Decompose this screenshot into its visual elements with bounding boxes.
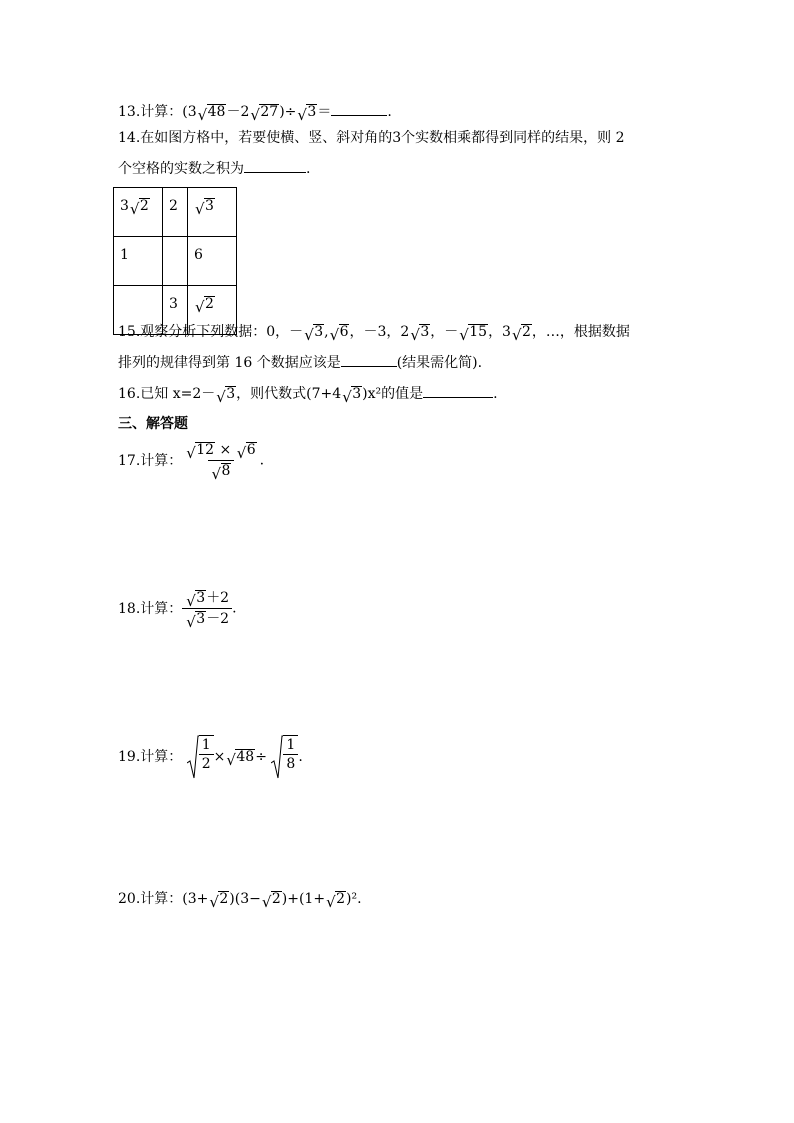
sqrt-one-half: $\frac{1}{2}$: [187, 735, 214, 779]
sqrt-3: √ 3: [342, 386, 362, 406]
q13-end: .: [387, 104, 392, 120]
q17-number: 17.: [118, 452, 141, 469]
question-19: 19.计算： $\frac{1}{2}$ × √ 48÷ $\frac{1}{8}$ .: [118, 735, 303, 779]
q16-end: .: [493, 386, 498, 402]
question-18: 18.计算： √ 3＋2 √ 3－2 .: [118, 590, 237, 631]
q16-text-a: 已知 x=2－: [140, 386, 216, 402]
grid-value: 1: [120, 247, 129, 263]
grid-coef: 3: [120, 198, 129, 214]
grid-cell: [114, 188, 163, 237]
q17-fraction: √ 12 × √ 6 √ 8: [186, 442, 256, 483]
question-16: [118, 383, 498, 404]
q14-text-1: 在如图方格中，若要使横、竖、斜对角的3个实数相乘都得到同样的结果，则 2: [140, 130, 625, 146]
sqrt-3: √ 3: [297, 104, 317, 124]
sqrt-48: √ 48: [197, 104, 226, 124]
q14-end: .: [306, 161, 311, 177]
grid-sqrt: √ 2: [129, 198, 149, 218]
q16-text-b: ，则代数式(7+4: [236, 386, 342, 402]
q19-label: 计算：: [140, 749, 183, 765]
q14-text-2: 个空格的实数之积为: [118, 161, 244, 177]
grid-cell: [163, 188, 188, 237]
question-15-line1: 15.观察分析下列数据：0，－ √ 3, √ 6，－3，2 √ 3，－ √ 15，3 √ 2，…，根据数据: [118, 324, 630, 344]
q18-label: 计算：: [140, 600, 183, 617]
q13-number: 13.: [118, 104, 141, 120]
question-14-line1: [118, 128, 625, 148]
q18-number: 18.: [118, 600, 141, 617]
sqrt-3: √ 3: [410, 324, 430, 344]
q15-text-3: (结果需化简).: [396, 355, 483, 371]
q16-number: 16.: [118, 386, 141, 402]
grid-cell: [114, 237, 163, 286]
q16-answer-blank[interactable]: [423, 383, 493, 398]
sqrt-27: √ 27: [250, 104, 279, 124]
q14-number: 14.: [118, 130, 141, 146]
grid-sqrt: √ 3: [195, 198, 214, 218]
question-14-line2: [118, 158, 310, 179]
grid-value: 3: [169, 296, 178, 312]
sqrt-one-eighth: $\frac{1}{8}$: [271, 735, 298, 779]
sqrt-2: √ 2: [511, 324, 531, 344]
q18-fraction: √ 3＋2 √ 3－2: [182, 588, 232, 629]
grid-value: 6: [194, 247, 203, 263]
q19-number: 19.: [118, 749, 141, 765]
q14-answer-blank[interactable]: [244, 158, 306, 173]
q20-label: 计算：: [140, 891, 183, 907]
grid-sqrt: √ 2: [195, 296, 214, 316]
grid-cell-empty[interactable]: [163, 237, 188, 286]
grid-cell: [188, 237, 237, 286]
q15-text-2: 排列的规律得到第 16 个数据应该是: [118, 355, 341, 371]
grid-cell: [188, 188, 237, 237]
question-15-line2: [118, 352, 482, 373]
question-20: 20.计算：(3+ √ 2)(3− √ 2)+(1+ √ 2)².: [118, 891, 362, 911]
grid-value: 2: [169, 198, 178, 214]
q15-answer-blank[interactable]: [341, 352, 397, 367]
q13-answer-blank[interactable]: [331, 101, 387, 116]
q17-label: 计算：: [140, 452, 183, 469]
sqrt-6: √ 6: [329, 324, 349, 344]
magic-square-grid: [113, 187, 237, 335]
sqrt-15: √ 15: [459, 324, 488, 344]
q15-number: 15.: [118, 324, 141, 340]
section-title: 三、解答题: [118, 416, 188, 432]
question-13: 13.计算：(3 √ 48－2 √ 27)÷ √ 3＝ .: [118, 101, 392, 122]
sqrt-3: √ 3: [304, 324, 324, 344]
q16-text-c: )x²的值是: [362, 386, 424, 402]
q13-label: 计算：: [140, 104, 183, 120]
question-17: 17.计算： √ 12 × √ 6 √ 8 .: [118, 442, 265, 483]
q13-equals: ＝: [317, 104, 332, 120]
q15-text-1: 观察分析下列数据：0，－: [140, 324, 304, 340]
sqrt-3: √ 3: [216, 386, 236, 406]
q20-number: 20.: [118, 891, 141, 907]
